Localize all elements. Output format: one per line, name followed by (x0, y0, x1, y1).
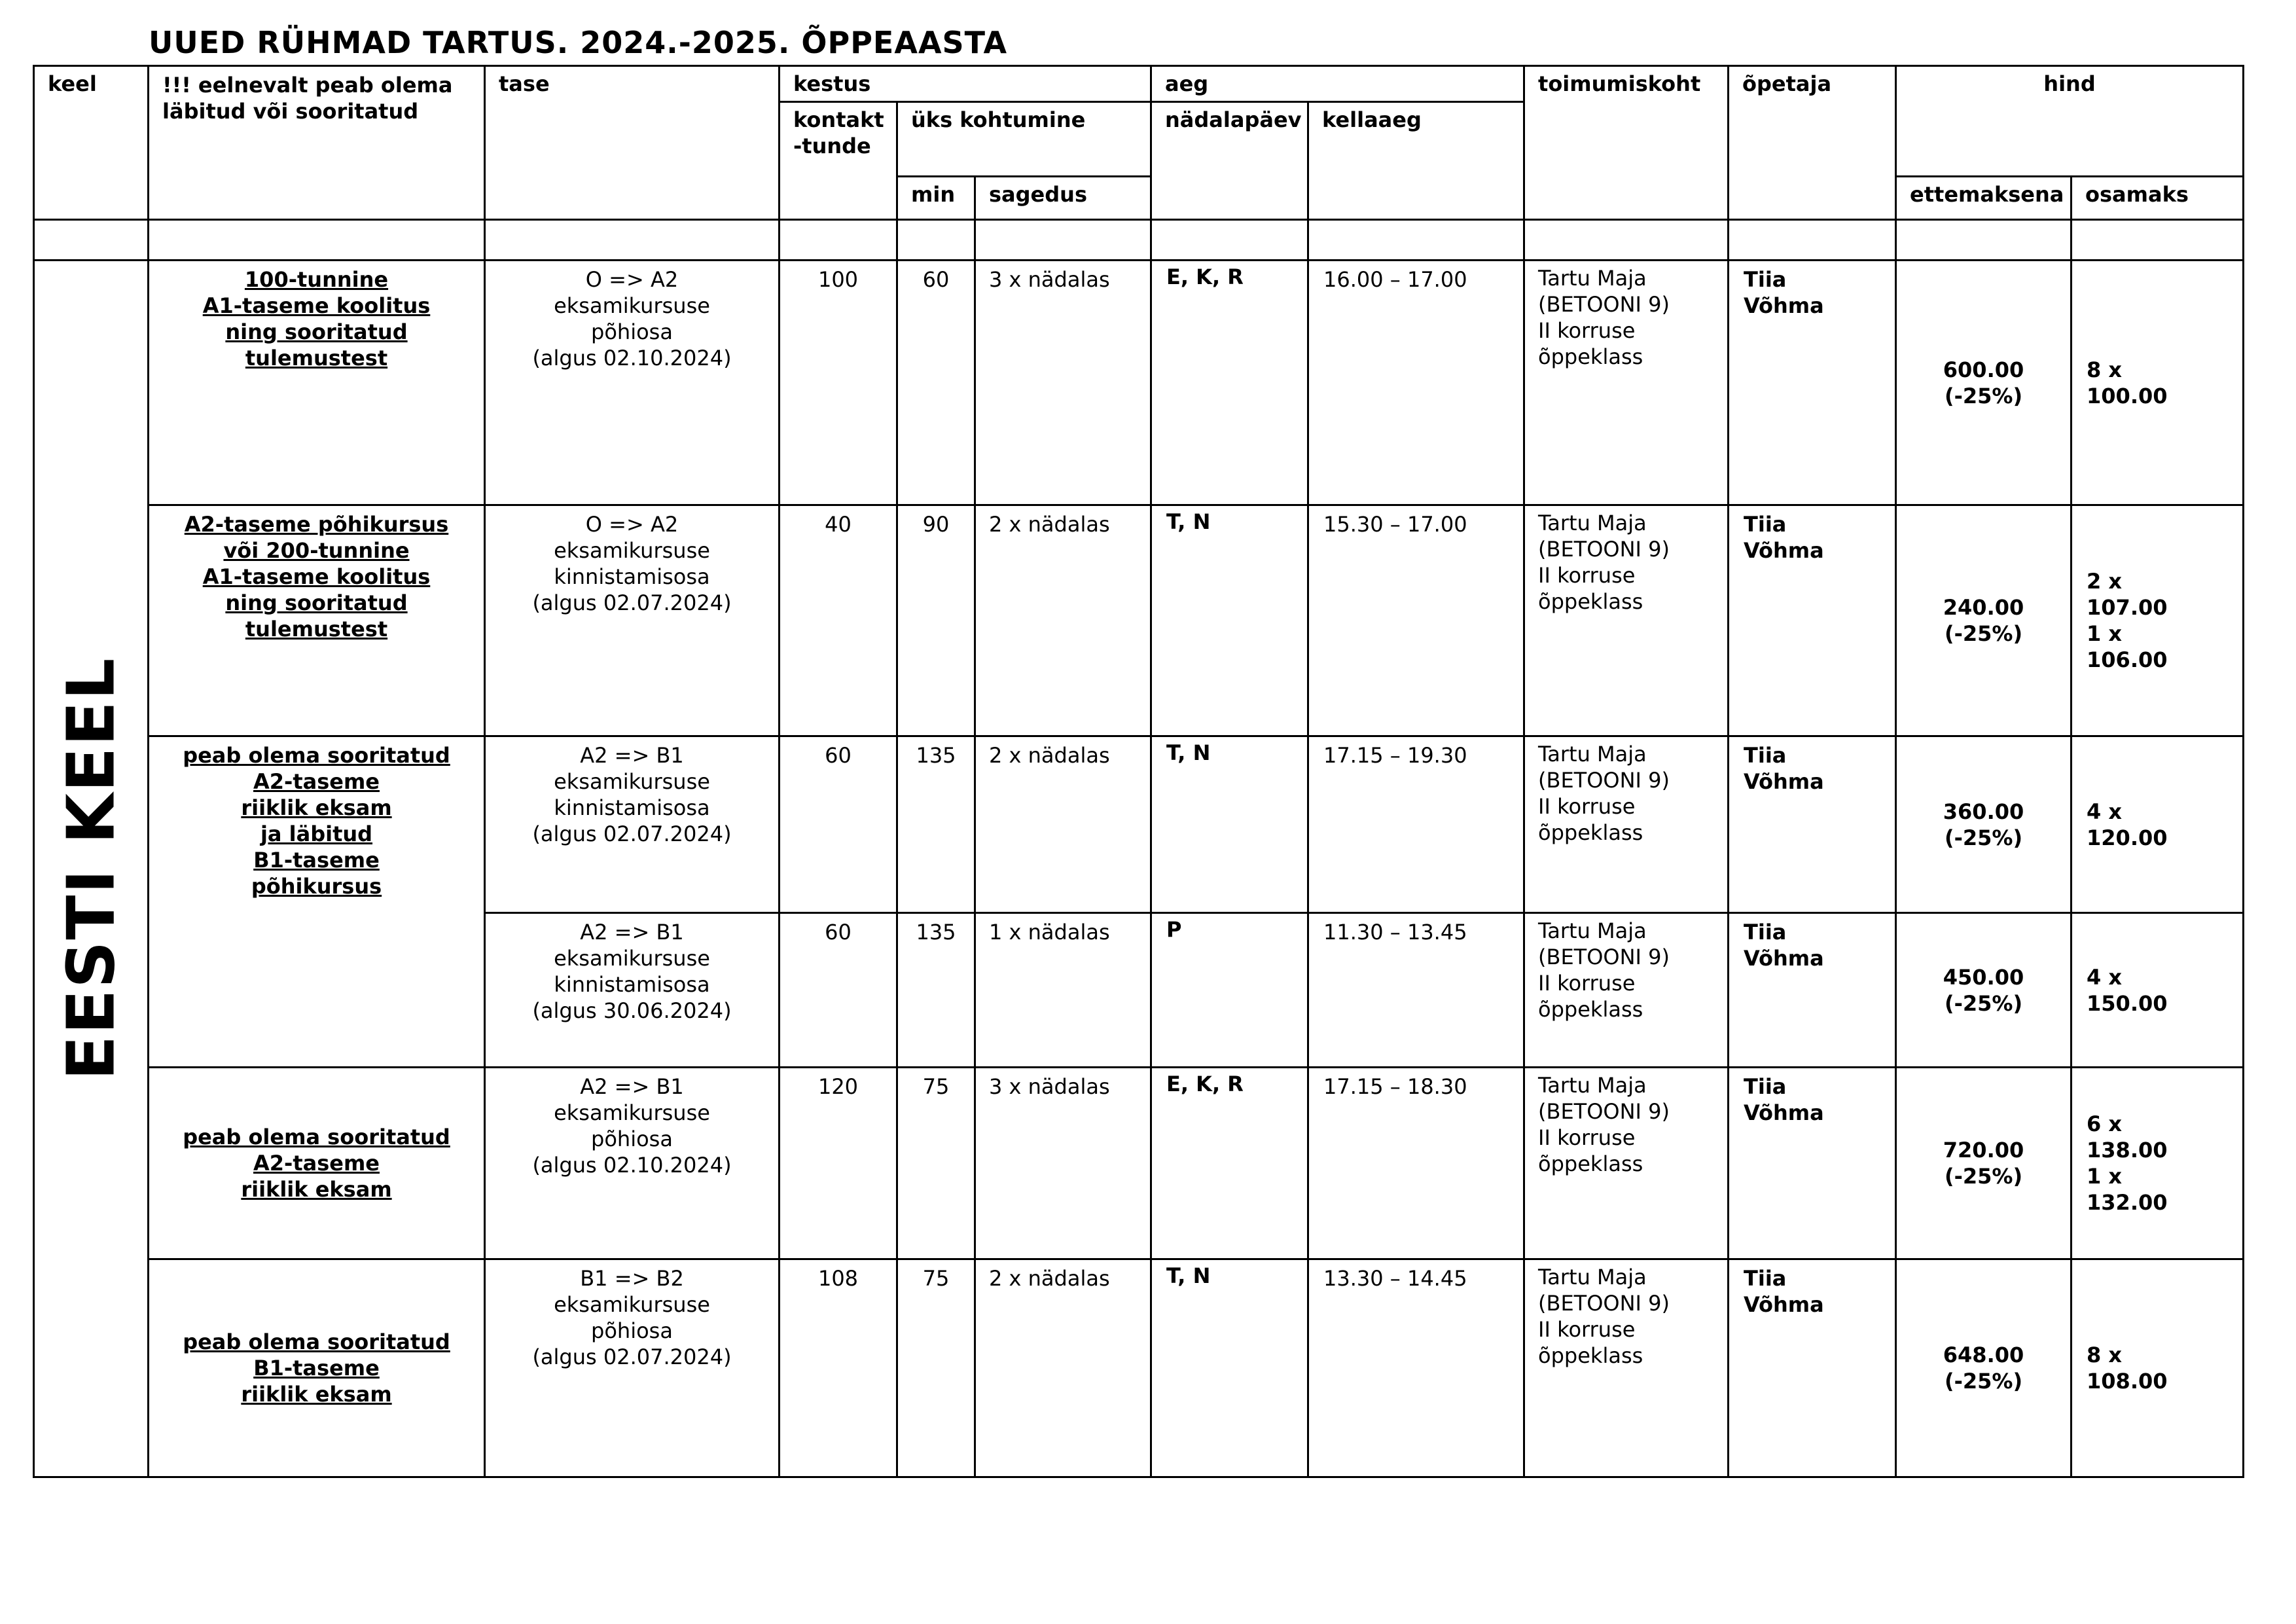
installment-line: 150.00 (2087, 990, 2168, 1016)
meeting-minutes-cell: 60 (897, 261, 975, 505)
prepay-line: 240.00 (1943, 595, 2024, 620)
installment-line: 108.00 (2087, 1369, 2168, 1394)
installment-line: 6 x (2087, 1111, 2123, 1136)
prerequisite-line: peab olema sooritatud (183, 743, 450, 768)
installment-line: 1 x (2087, 621, 2123, 646)
empty-cell (2072, 220, 2244, 261)
level-line: (algus 02.07.2024) (532, 1344, 732, 1369)
contact-hours-cell: 40 (780, 505, 897, 736)
level-line: (algus 02.07.2024) (532, 590, 732, 615)
contact-hours-cell: 60 (780, 736, 897, 913)
location-line: (BETOONI 9) (1538, 768, 1670, 793)
installment-line: 8 x (2087, 1343, 2123, 1367)
prerequisite-line: B1-taseme (253, 848, 380, 873)
prerequisite-line: riiklik eksam (241, 795, 392, 820)
installment-cell (2072, 505, 2244, 736)
prepay-price-cell (1896, 261, 2072, 505)
frequency-cell: 2 x nädalas (975, 505, 1151, 736)
prerequisite-cell (149, 261, 485, 505)
teacher-line: Võhma (1744, 769, 1824, 794)
table-row (34, 1259, 2244, 1477)
language-cell (34, 261, 149, 1477)
table-row (34, 1068, 2244, 1259)
header-nadalapaev: nädalapäev (1151, 102, 1308, 220)
teacher-line: Tiia (1744, 1266, 1787, 1291)
installment-line: 106.00 (2087, 647, 2168, 672)
location-line: (BETOONI 9) (1538, 1291, 1670, 1316)
header-kellaaeg: kellaaeg (1308, 102, 1524, 220)
prerequisite-line: A1-taseme koolitus (202, 564, 431, 589)
installment-line: 1 x (2087, 1164, 2123, 1189)
location-line: Tartu Maja (1538, 742, 1647, 767)
level-cell (485, 913, 780, 1068)
level-line: A2 => B1 (580, 920, 684, 945)
installment-line: 120.00 (2087, 825, 2168, 850)
header-hind: hind (1896, 66, 2244, 177)
contact-hours-cell: 108 (780, 1259, 897, 1477)
prepay-line: (-25%) (1944, 1369, 2023, 1394)
header-row (34, 66, 2244, 102)
header-keel: keel (34, 66, 149, 220)
frequency-cell: 3 x nädalas (975, 1068, 1151, 1259)
level-line: kinnistamisosa (554, 972, 710, 997)
installment-cell (2072, 261, 2244, 505)
level-line: eksamikursuse (554, 946, 710, 971)
level-cell (485, 261, 780, 505)
header-aeg: aeg (1151, 66, 1524, 102)
header-uks-kohtumine: üks kohtumine (897, 102, 1151, 177)
level-line: (algus 02.10.2024) (532, 1153, 732, 1178)
teacher-line: Tiia (1744, 743, 1787, 768)
frequency-cell: 2 x nädalas (975, 1259, 1151, 1477)
level-line: põhiosa (591, 319, 673, 344)
teacher-cell (1729, 1259, 1896, 1477)
level-line: O => A2 (585, 267, 679, 292)
table-row (34, 505, 2244, 736)
prepay-line: 450.00 (1943, 964, 2024, 990)
weekdays-cell: T, N (1151, 1259, 1308, 1477)
teacher-line: Võhma (1744, 538, 1824, 563)
teacher-line: Võhma (1744, 1292, 1824, 1317)
prepay-line: (-25%) (1944, 1164, 2023, 1189)
header-ettemaksena: ettemaksena (1896, 177, 2072, 220)
location-cell (1524, 505, 1729, 736)
installment-line: 4 x (2087, 964, 2123, 990)
location-line: Tartu Maja (1538, 266, 1647, 291)
prerequisite-line: peab olema sooritatud (183, 1329, 450, 1354)
empty-cell (1151, 220, 1308, 261)
meeting-minutes-cell: 75 (897, 1068, 975, 1259)
header-tase: tase (485, 66, 780, 220)
location-line: II korruse (1538, 794, 1636, 819)
prepay-price-cell (1896, 736, 2072, 913)
location-line: II korruse (1538, 971, 1636, 996)
prepay-line: (-25%) (1944, 990, 2023, 1016)
prepay-line: (-25%) (1944, 383, 2023, 408)
contact-hours-cell: 120 (780, 1068, 897, 1259)
time-range-cell: 15.30 – 17.00 (1308, 505, 1524, 736)
installment-cell (2072, 1259, 2244, 1477)
header-kontakt: kontakt -tunde (780, 102, 897, 220)
level-cell (485, 1068, 780, 1259)
prerequisite-cell (149, 1259, 485, 1477)
level-line: A2 => B1 (580, 1074, 684, 1099)
level-line: põhiosa (591, 1127, 673, 1151)
empty-cell (975, 220, 1151, 261)
time-range-cell: 13.30 – 14.45 (1308, 1259, 1524, 1477)
time-range-cell: 16.00 – 17.00 (1308, 261, 1524, 505)
prepay-line: 360.00 (1943, 799, 2024, 824)
location-line: (BETOONI 9) (1538, 292, 1670, 317)
installment-line: 8 x (2087, 357, 2123, 382)
level-line: (algus 02.10.2024) (532, 346, 732, 370)
location-line: õppeklass (1538, 344, 1643, 369)
prerequisite-line: peab olema sooritatud (183, 1125, 450, 1149)
installment-line: 138.00 (2087, 1138, 2168, 1163)
header-osamaks: osamaks (2072, 177, 2244, 220)
meeting-minutes-cell: 135 (897, 736, 975, 913)
prerequisite-line: A2-taseme (253, 1151, 380, 1176)
table-row (34, 736, 2244, 913)
installment-cell (2072, 1068, 2244, 1259)
meeting-minutes-cell: 90 (897, 505, 975, 736)
location-line: (BETOONI 9) (1538, 537, 1670, 562)
level-line: eksamikursuse (554, 769, 710, 794)
prepay-line: 720.00 (1943, 1138, 2024, 1163)
teacher-line: Tiia (1744, 512, 1787, 537)
prerequisite-line: või 200-tunnine (223, 538, 410, 563)
prerequisite-cell (149, 505, 485, 736)
prepay-line: (-25%) (1944, 621, 2023, 646)
location-line: õppeklass (1538, 589, 1643, 614)
empty-cell (34, 220, 149, 261)
location-cell (1524, 261, 1729, 505)
header-opetaja: õpetaja (1729, 66, 1896, 220)
location-line: Tartu Maja (1538, 1073, 1647, 1098)
location-cell (1524, 1068, 1729, 1259)
empty-cell (149, 220, 485, 261)
prerequisite-cell (149, 1068, 485, 1259)
installment-line: 132.00 (2087, 1190, 2168, 1215)
installment-line: 107.00 (2087, 595, 2168, 620)
level-cell (485, 1259, 780, 1477)
prepay-price-cell (1896, 913, 2072, 1068)
weekdays-cell: P (1151, 913, 1308, 1068)
prepay-price-cell (1896, 1259, 2072, 1477)
level-cell (485, 736, 780, 913)
location-line: õppeklass (1538, 820, 1643, 845)
location-line: Tartu Maja (1538, 1265, 1647, 1290)
spacer-row (34, 220, 2244, 261)
teacher-line: Tiia (1744, 920, 1787, 945)
location-cell (1524, 736, 1729, 913)
weekdays-cell: T, N (1151, 736, 1308, 913)
level-line: O => A2 (585, 512, 679, 537)
teacher-cell (1729, 505, 1896, 736)
empty-cell (1524, 220, 1729, 261)
level-line: (algus 30.06.2024) (532, 998, 732, 1023)
empty-cell (1308, 220, 1524, 261)
prepay-line: 600.00 (1943, 357, 2024, 382)
weekdays-cell: E, K, R (1151, 1068, 1308, 1259)
empty-cell (780, 220, 897, 261)
installment-line: 100.00 (2087, 383, 2168, 408)
teacher-cell (1729, 1068, 1896, 1259)
prerequisite-line: ning sooritatud (225, 319, 408, 344)
prerequisite-line: riiklik eksam (241, 1382, 392, 1407)
language-label: EESTI KEEL (52, 657, 130, 1081)
level-cell (485, 505, 780, 736)
page-title: UUED RÜHMAD TARTUS. 2024.-2025. ÕPPEAASTA (149, 25, 1008, 60)
meeting-minutes-cell: 75 (897, 1259, 975, 1477)
prerequisite-line: riiklik eksam (241, 1177, 392, 1202)
installment-line: 4 x (2087, 799, 2123, 824)
installment-line: 2 x (2087, 569, 2123, 594)
prerequisite-line: A1-taseme koolitus (202, 293, 431, 318)
prerequisite-line: ning sooritatud (225, 590, 408, 615)
location-line: (BETOONI 9) (1538, 945, 1670, 969)
header-kestus: kestus (780, 66, 1151, 102)
teacher-line: Võhma (1744, 946, 1824, 971)
prerequisite-line: B1-taseme (253, 1356, 380, 1380)
level-line: põhiosa (591, 1318, 673, 1343)
header-sagedus: sagedus (975, 177, 1151, 220)
frequency-cell: 3 x nädalas (975, 261, 1151, 505)
weekdays-cell: E, K, R (1151, 261, 1308, 505)
teacher-line: Tiia (1744, 1074, 1787, 1099)
prerequisite-line: A2-taseme põhikursus (184, 512, 449, 537)
prerequisite-line: A2-taseme (253, 769, 380, 794)
prerequisite-line: 100-tunnine (244, 267, 389, 292)
location-line: Tartu Maja (1538, 511, 1647, 535)
empty-cell (897, 220, 975, 261)
location-line: õppeklass (1538, 1151, 1643, 1176)
installment-cell (2072, 913, 2244, 1068)
teacher-line: Võhma (1744, 1100, 1824, 1125)
time-range-cell: 17.15 – 19.30 (1308, 736, 1524, 913)
prerequisite-line: põhikursus (251, 874, 382, 899)
frequency-cell: 2 x nädalas (975, 736, 1151, 913)
teacher-cell (1729, 913, 1896, 1068)
location-cell (1524, 913, 1729, 1068)
level-line: eksamikursuse (554, 293, 710, 318)
prepay-line: 648.00 (1943, 1343, 2024, 1367)
prepay-line: (-25%) (1944, 825, 2023, 850)
location-line: II korruse (1538, 1125, 1636, 1150)
level-line: B1 => B2 (580, 1266, 684, 1291)
installment-cell (2072, 736, 2244, 913)
prerequisite-cell (149, 736, 485, 1068)
location-cell (1524, 1259, 1729, 1477)
level-line: eksamikursuse (554, 1292, 710, 1317)
table-row (34, 261, 2244, 505)
location-line: Tartu Maja (1538, 918, 1647, 943)
time-range-cell: 11.30 – 13.45 (1308, 913, 1524, 1068)
header-prerequisite: !!! eelnevalt peab olema läbitud või sooritatud (149, 66, 485, 220)
location-line: II korruse (1538, 318, 1636, 343)
location-line: II korruse (1538, 563, 1636, 588)
location-line: (BETOONI 9) (1538, 1099, 1670, 1124)
contact-hours-cell: 60 (780, 913, 897, 1068)
location-line: õppeklass (1538, 997, 1643, 1022)
header-min: min (897, 177, 975, 220)
prerequisite-line: tulemustest (245, 346, 388, 370)
contact-hours-cell: 100 (780, 261, 897, 505)
prepay-price-cell (1896, 1068, 2072, 1259)
location-line: II korruse (1538, 1317, 1636, 1342)
level-line: kinnistamisosa (554, 564, 710, 589)
level-line: kinnistamisosa (554, 795, 710, 820)
empty-cell (485, 220, 780, 261)
header-toimumiskoht: toimumiskoht (1524, 66, 1729, 220)
level-line: eksamikursuse (554, 1100, 710, 1125)
location-line: õppeklass (1538, 1343, 1643, 1368)
level-line: (algus 02.07.2024) (532, 821, 732, 846)
weekdays-cell: T, N (1151, 505, 1308, 736)
teacher-cell (1729, 261, 1896, 505)
empty-cell (1896, 220, 2072, 261)
empty-cell (1729, 220, 1896, 261)
prerequisite-line: ja läbitud (260, 821, 373, 846)
prepay-price-cell (1896, 505, 2072, 736)
frequency-cell: 1 x nädalas (975, 913, 1151, 1068)
time-range-cell: 17.15 – 18.30 (1308, 1068, 1524, 1259)
level-line: A2 => B1 (580, 743, 684, 768)
course-schedule-table (33, 65, 2244, 1478)
meeting-minutes-cell: 135 (897, 913, 975, 1068)
teacher-line: Võhma (1744, 293, 1824, 318)
level-line: eksamikursuse (554, 538, 710, 563)
prerequisite-line: tulemustest (245, 617, 388, 641)
teacher-cell (1729, 736, 1896, 913)
teacher-line: Tiia (1744, 267, 1787, 292)
